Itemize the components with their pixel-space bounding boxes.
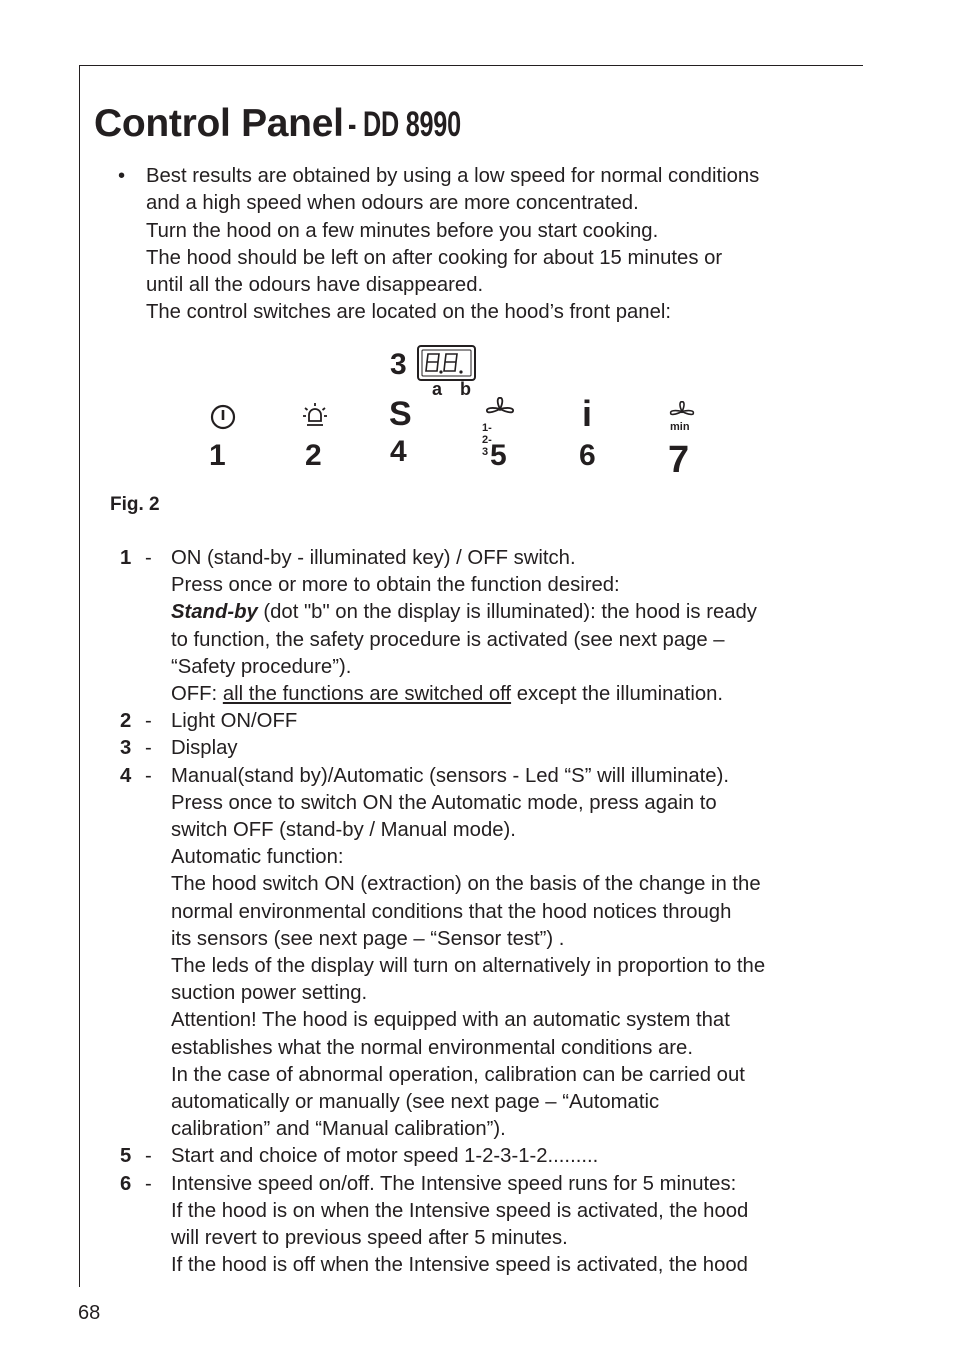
list-item-number: 4: [120, 764, 132, 787]
list-item-line: [171, 735, 858, 762]
sensor-s-icon: S: [389, 395, 412, 433]
page-title: [94, 104, 504, 143]
list-item-dash: -: [145, 1145, 152, 1168]
display-number: 3: [390, 348, 407, 381]
text-run: all the functions are switched off: [222, 683, 512, 706]
display-label-b: b: [460, 379, 471, 399]
list-item: [118, 545, 858, 708]
list-item-line: [171, 844, 858, 871]
list-item-number: 5: [120, 1145, 132, 1168]
list-item-text: [171, 1171, 858, 1280]
control-number-2: 2: [305, 439, 322, 472]
control-number-4: 4: [390, 435, 407, 468]
text-run: Manual(stand by)/Automatic (sensors -: [171, 764, 525, 787]
fan-min-icon: [668, 401, 696, 422]
text-run: its: [171, 927, 197, 950]
list-item-dash: -: [145, 737, 152, 760]
fan-speed-label: 1-2-3: [482, 422, 492, 458]
text-run: except the illumination.: [511, 683, 724, 706]
text-run: Press once or more to obtain the function desired:: [171, 574, 620, 597]
text-run: Start and choice of motor speed 1-2-3-1-2.........: [171, 1145, 599, 1168]
text-run: .: [345, 655, 352, 678]
text-run: Manual mode).: [380, 819, 516, 842]
text-run: ON (stand-by - illuminated key) / OFF switch.: [171, 547, 576, 569]
list-item-line: [171, 572, 858, 599]
list-item-line: [171, 817, 858, 844]
text-run: ): [338, 655, 346, 678]
intro-line: Best results are obtained by using a low speed for normal conditions: [146, 165, 760, 187]
text-run: If the hood is on when the Intensive speed is activated, the hood: [171, 1199, 749, 1222]
text-run: The hood is equipped with an automatic system that: [256, 1009, 730, 1032]
text-run: “Sensor test”: [430, 927, 547, 950]
text-run: to function, the safety procedure is activated (see next page –: [171, 628, 725, 651]
list-item-text: [171, 545, 858, 708]
list-item: [118, 1171, 858, 1280]
light-icon: [301, 401, 329, 431]
list-item-line: [171, 654, 858, 681]
intro-line: and a high speed when odours are more concentrated.: [146, 192, 639, 215]
text-run: Display: [171, 737, 238, 760]
list-item-line: [171, 871, 858, 898]
list-item-text: [171, 708, 858, 735]
list-item-line: [171, 681, 858, 708]
list-item-line: [171, 926, 858, 953]
list-item-line: [171, 790, 858, 817]
text-run: The hood switch ON (extraction) on the basis of the change in the: [171, 873, 761, 896]
figure-caption: Fig. 2: [110, 494, 160, 515]
list-item-line: [171, 1062, 858, 1089]
list-item-line: [171, 1252, 858, 1279]
text-run: (dot "b" on the display is illuminated): the hood is ready: [257, 601, 757, 624]
text-run: Automatic function:: [171, 846, 344, 869]
list-item-line: [171, 1143, 858, 1170]
list-item-line: [171, 1171, 858, 1198]
list-item-dash: -: [145, 547, 152, 569]
list-item-number: 3: [120, 737, 132, 760]
list-item-text: [171, 1143, 858, 1170]
list-item-line: [171, 899, 858, 926]
power-icon: [209, 403, 237, 431]
list-item: [118, 708, 858, 735]
text-run: environmental conditions: [238, 900, 463, 923]
list-item-number: 1: [120, 547, 132, 569]
text-run: Intensive speed on/off. The Intensive speed runs for 5 minutes:: [171, 1172, 737, 1195]
page-frame-left-rule: [79, 65, 80, 1287]
list-item-dash: -: [145, 710, 152, 733]
text-run: ) .: [546, 927, 565, 950]
text-run: calibration” and “Manual calibration”: [171, 1118, 494, 1141]
text-run: Led: [524, 764, 565, 787]
fan-speed-icon: [484, 397, 516, 421]
page-number: 68: [78, 1302, 101, 1324]
text-run: can be carried out: [576, 1063, 745, 1086]
text-run: If the hood is off when the Intensive speed is activated, the hood: [171, 1254, 748, 1277]
list-item: [118, 1143, 858, 1170]
text-run: Press once to switch ON the: [171, 791, 432, 814]
text-run: suction power setting.: [171, 982, 368, 1005]
text-run: normal: [171, 900, 239, 923]
display-label-a: a: [432, 379, 443, 399]
fan-min-label: min: [670, 421, 690, 433]
text-run: Stand-by: [171, 601, 258, 624]
list-item-line: [171, 545, 858, 572]
text-run: “S”: [564, 764, 592, 787]
control-number-6: 6: [579, 439, 596, 472]
text-run: OFF:: [171, 683, 223, 706]
text-run: In the case of abnormal operation,: [171, 1063, 485, 1086]
info-icon: i: [582, 393, 593, 434]
list-item-number: 2: [120, 710, 132, 733]
list-item-line: [171, 1007, 858, 1034]
list-item-dash: -: [145, 764, 152, 787]
control-description-list: [118, 545, 858, 1279]
text-run: “Automatic: [562, 1091, 660, 1114]
list-item-line: [171, 763, 858, 790]
text-run: , press again to: [577, 791, 717, 814]
control-number-7: 7: [668, 439, 690, 481]
list-item-line: [171, 953, 858, 980]
list-item-dash: -: [145, 1172, 152, 1195]
text-run: “Safety procedure”: [171, 655, 339, 678]
text-run: establishes what the normal environmental conditions are.: [171, 1036, 693, 1059]
intro-line: The control switches are located on the hood’s front panel:: [146, 301, 672, 324]
text-run: The leds of the display will turn on alternatively in proportion to the: [171, 955, 766, 978]
page-title-main: Control Panel: [94, 102, 344, 145]
text-run: Light ON/OFF: [171, 710, 298, 733]
text-run: Automatic mode: [431, 791, 578, 814]
intro-line: until all the odours have disappeared.: [146, 274, 484, 297]
list-item: [118, 735, 858, 762]
list-item: [118, 763, 858, 1144]
text-run: calibration: [484, 1063, 577, 1086]
list-item-line: [171, 980, 858, 1007]
intro-bullet: •: [118, 165, 126, 187]
page-title-model: - DD 8990: [347, 105, 461, 144]
list-item-text: [171, 735, 858, 762]
text-run: (see next page –: [267, 927, 431, 950]
list-item-line: [171, 627, 858, 654]
list-item-line: [171, 1116, 858, 1143]
text-run: automatically or manually: [171, 1091, 400, 1114]
intro-line: The hood should be left on after cooking for about 15 minutes or: [146, 246, 723, 269]
text-run: will revert to previous speed after 5 minutes.: [171, 1227, 568, 1250]
control-number-1: 1: [209, 439, 226, 472]
list-item-line: [171, 1089, 858, 1116]
list-item-line: [171, 599, 858, 626]
text-run: will illuminate).: [591, 764, 729, 787]
text-run: Attention!: [171, 1009, 257, 1032]
text-run: ).: [493, 1118, 506, 1141]
list-item-line: [171, 708, 858, 735]
text-run: sensors: [196, 927, 268, 950]
control-number-5: 5: [490, 439, 507, 472]
list-item-number: 6: [120, 1172, 132, 1195]
text-run: switch OFF (stand-by /: [171, 819, 381, 842]
list-item-line: [171, 1198, 858, 1225]
text-run: (see next page –: [399, 1091, 563, 1114]
intro-line: Turn the hood on a few minutes before you start cooking.: [146, 219, 659, 242]
list-item-text: [171, 763, 858, 1144]
text-run: that the hood notices through: [463, 900, 732, 923]
seven-segment-display-icon: [417, 345, 477, 381]
list-item-line: [171, 1035, 858, 1062]
page-frame-top-rule: [79, 65, 863, 66]
list-item-line: [171, 1225, 858, 1252]
